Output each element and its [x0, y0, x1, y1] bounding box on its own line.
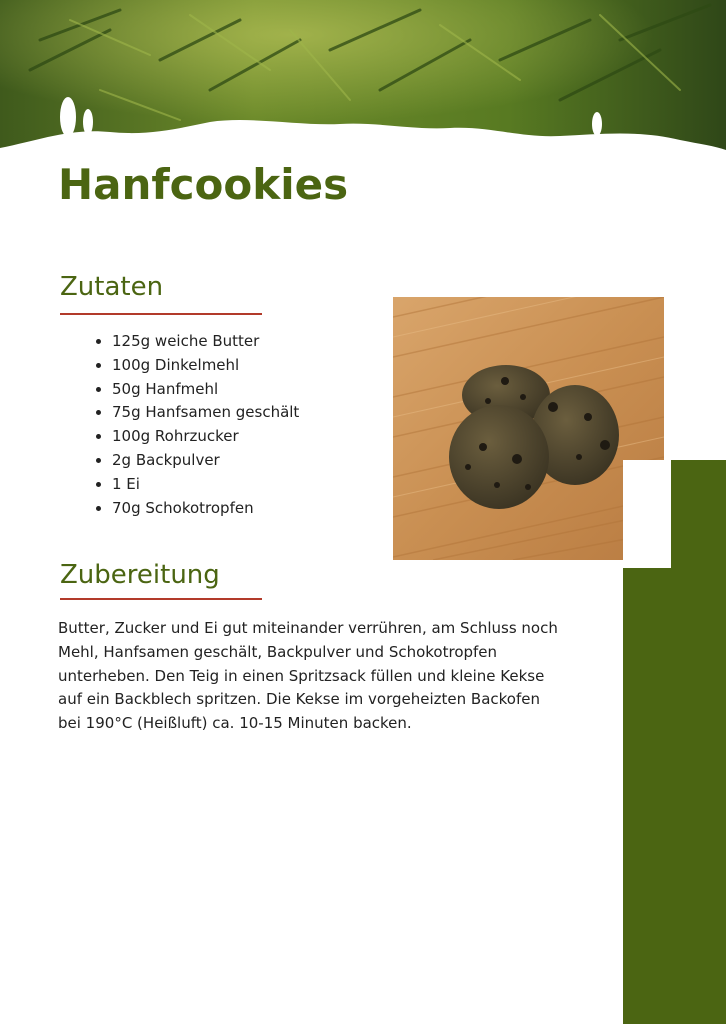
preparation-divider — [60, 598, 262, 600]
ingredients-heading: Zutaten — [60, 272, 164, 302]
ingredient-item: • 100g Dinkelmehl — [112, 354, 299, 378]
side-bar-notch — [623, 460, 671, 568]
ingredient-item: • 1 Ei — [112, 473, 299, 497]
ingredient-item: • 70g Schokotropfen — [112, 497, 299, 521]
ingredient-item: • 125g weiche Butter — [112, 330, 299, 354]
ingredient-list — [92, 330, 299, 520]
ingredient-item: • 50g Hanfmehl — [112, 378, 299, 402]
ingredient-item: • 2g Backpulver — [112, 449, 299, 473]
header-hemp-photo — [0, 0, 726, 175]
page-title: Hanfcookies — [58, 160, 349, 209]
preparation-text: Butter, Zucker und Ei gut miteinander verrühren, am Schluss noch Mehl, Hanfsamen geschält, Backpulver und Schokotropfen unterheben. Den Teig in einen Spritzsack füllen und kleine Kekse auf ein Backblech spritzen. Die Kekse im vorgeheizten Backofen bei 190°C (Heißluft) ca. 10-15 Minuten backen. — [58, 619, 558, 733]
preparation-heading: Zubereitung — [60, 560, 220, 590]
ingredient-item: • 100g Rohrzucker — [112, 425, 299, 449]
ingredient-item: • 75g Hanfsamen geschält — [112, 401, 299, 425]
ingredients-divider — [60, 313, 262, 315]
